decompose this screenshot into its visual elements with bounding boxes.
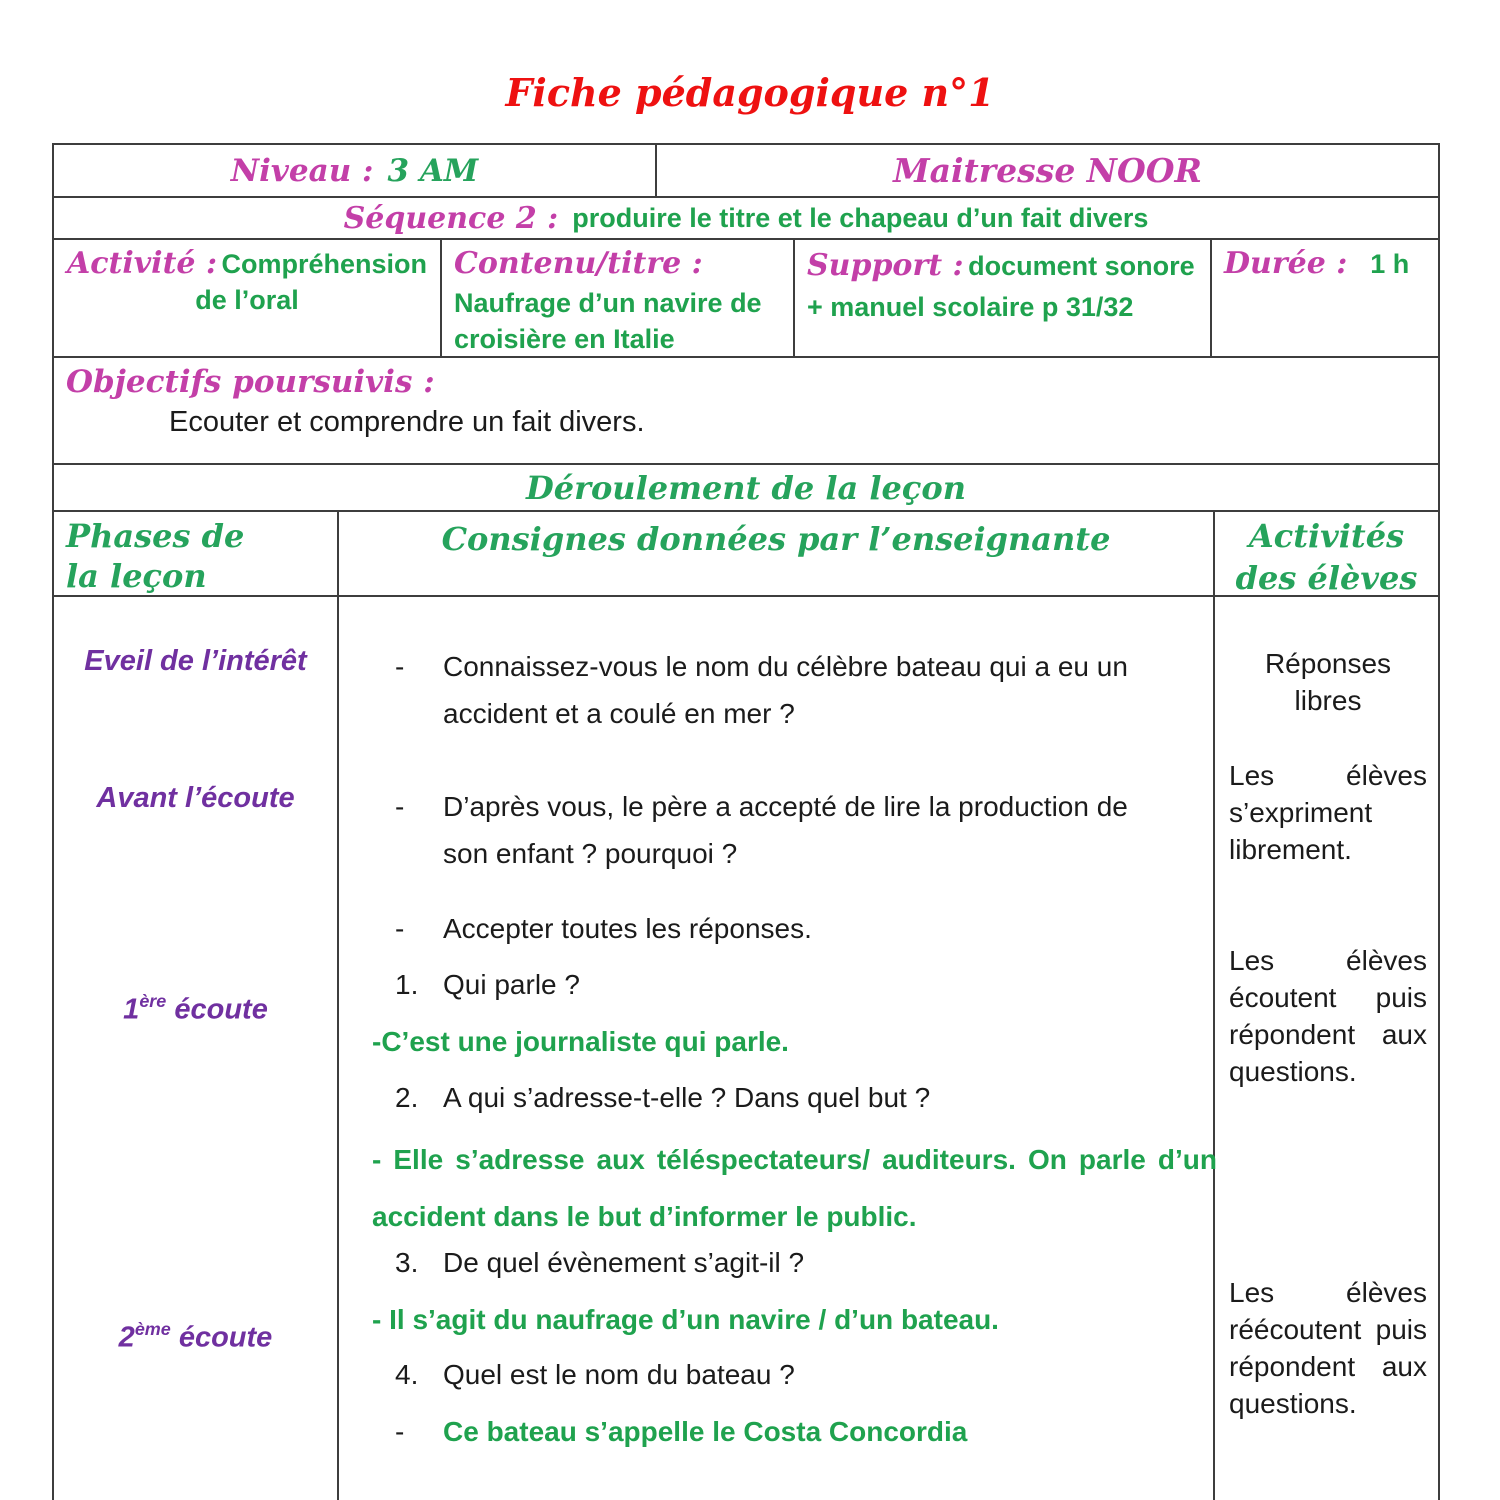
duree-value: 1 h bbox=[1370, 249, 1410, 279]
row-column-headers bbox=[54, 512, 1438, 597]
consigne-question-3 bbox=[395, 1239, 1173, 1286]
consigne-text: Accepter toutes les réponses. bbox=[443, 913, 812, 944]
consigne-text: Qui parle ? bbox=[443, 969, 580, 1000]
consigne-note bbox=[395, 905, 1173, 952]
cell-duree bbox=[1212, 240, 1438, 356]
page-title: Fiche pédagogique n°1 bbox=[505, 70, 995, 115]
support-value: document sonore + manuel scolaire p 31/32 bbox=[807, 251, 1195, 322]
row-sequence bbox=[54, 198, 1438, 240]
niveau-value: 3 AM bbox=[387, 152, 479, 189]
cell-activite bbox=[54, 240, 442, 356]
row-niveau bbox=[54, 145, 1438, 198]
row-lesson-content bbox=[54, 597, 1438, 1500]
consigne-number: 2. bbox=[395, 1082, 419, 1113]
row-deroulement-title bbox=[54, 465, 1438, 512]
consigne-text: D’après vous, le père a accepté de lire la production de son enfant ? pourquoi ? bbox=[443, 791, 1128, 869]
consigne-answer bbox=[395, 1408, 1173, 1455]
consigne-question bbox=[395, 643, 1173, 737]
consigne-question-2 bbox=[395, 1074, 1173, 1121]
maitresse-name: Maitresse NOOR bbox=[893, 151, 1202, 190]
objectifs-value: Ecouter et comprendre un fait divers. bbox=[169, 406, 645, 438]
phase-label-deuxieme-ecoute: 2ème écoute bbox=[118, 1319, 273, 1354]
consigne-question-1 bbox=[395, 961, 1173, 1008]
consigne-number: 3. bbox=[395, 1247, 419, 1278]
consigne-marker: - bbox=[395, 1416, 405, 1447]
cell-niveau bbox=[54, 145, 657, 196]
consigne-text: Quel est le nom du bateau ? bbox=[443, 1359, 795, 1390]
consigne-question-4 bbox=[395, 1351, 1173, 1398]
objectifs-label: Objectifs poursuivis : bbox=[66, 364, 435, 400]
activity-note: Les élèves réécoutent puis répondent aux questions. bbox=[1229, 1277, 1427, 1419]
activity-note: Réponses libres bbox=[1264, 648, 1392, 716]
row-activite bbox=[54, 240, 1438, 358]
consigne-text: A qui s’adresse-t-elle ? Dans quel but ? bbox=[443, 1082, 931, 1113]
consigne-answer: - Il s’agit du naufrage d’un navire / d’un bateau. bbox=[372, 1304, 999, 1335]
activity-note: Les élèves s’expriment librement. bbox=[1229, 760, 1427, 865]
phase-label-avant-ecoute: Avant l’écoute bbox=[96, 782, 295, 814]
activity-note: Les élèves écoutent puis répondent aux questions. bbox=[1229, 945, 1427, 1087]
consignes-column bbox=[339, 597, 1215, 1500]
activite-value: Compréhension de l’oral bbox=[195, 249, 428, 316]
sequence-value: produire le titre et le chapeau d’un fait divers bbox=[572, 202, 1149, 233]
consigne-marker: - bbox=[395, 913, 405, 944]
contenu-value: Naufrage d’un navire de croisière en Italie bbox=[454, 288, 762, 355]
sequence-label: Séquence 2 : bbox=[343, 200, 559, 236]
niveau-label: Niveau : bbox=[230, 152, 374, 189]
consigne-text: Connaissez-vous le nom du célèbre bateau qui a eu un accident et a coulé en mer ? bbox=[443, 651, 1128, 729]
deroulement-title: Déroulement de la leçon bbox=[525, 468, 966, 507]
consigne-text: Ce bateau s’appelle le Costa Concordia bbox=[443, 1416, 968, 1447]
activite-label: Activité : bbox=[66, 246, 218, 281]
phase-label-premiere-ecoute: 1ère écoute bbox=[123, 991, 268, 1026]
consigne-text: De quel évènement s’agit-il ? bbox=[443, 1247, 805, 1278]
cell-sequence bbox=[54, 198, 1438, 238]
activites-column bbox=[1215, 597, 1438, 1500]
consigne-number: 1. bbox=[395, 969, 419, 1000]
cell-objectifs bbox=[54, 358, 1438, 463]
consigne-marker: - bbox=[395, 791, 405, 822]
consigne-answer: -C’est une journaliste qui parle. bbox=[372, 1026, 789, 1057]
phase-label-eveil: Eveil de l’intérêt bbox=[84, 645, 307, 677]
cell-deroulement-title bbox=[54, 465, 1438, 510]
consigne-marker: - bbox=[395, 651, 405, 682]
col-header-consignes: Consignes données par l’enseignante bbox=[339, 512, 1215, 595]
col-header-phases: Phases de la leçon bbox=[54, 512, 339, 595]
row-objectifs bbox=[54, 358, 1438, 465]
consigne-question bbox=[395, 783, 1173, 877]
support-label: Support : bbox=[807, 248, 964, 283]
lesson-plan-table bbox=[52, 143, 1440, 1500]
contenu-label: Contenu/titre : bbox=[454, 246, 703, 281]
consigne-answer: - Elle s’adresse aux téléspectateurs/ auditeurs. On parle d’un accident dans le but d’informer le public. bbox=[372, 1144, 1217, 1232]
consigne-number: 4. bbox=[395, 1359, 419, 1390]
cell-maitresse bbox=[657, 145, 1438, 196]
cell-contenu bbox=[442, 240, 795, 356]
cell-support bbox=[795, 240, 1212, 356]
duree-label: Durée : bbox=[1224, 246, 1348, 281]
col-header-activites: Activités des élèves bbox=[1235, 517, 1418, 597]
phases-column bbox=[54, 597, 339, 1500]
